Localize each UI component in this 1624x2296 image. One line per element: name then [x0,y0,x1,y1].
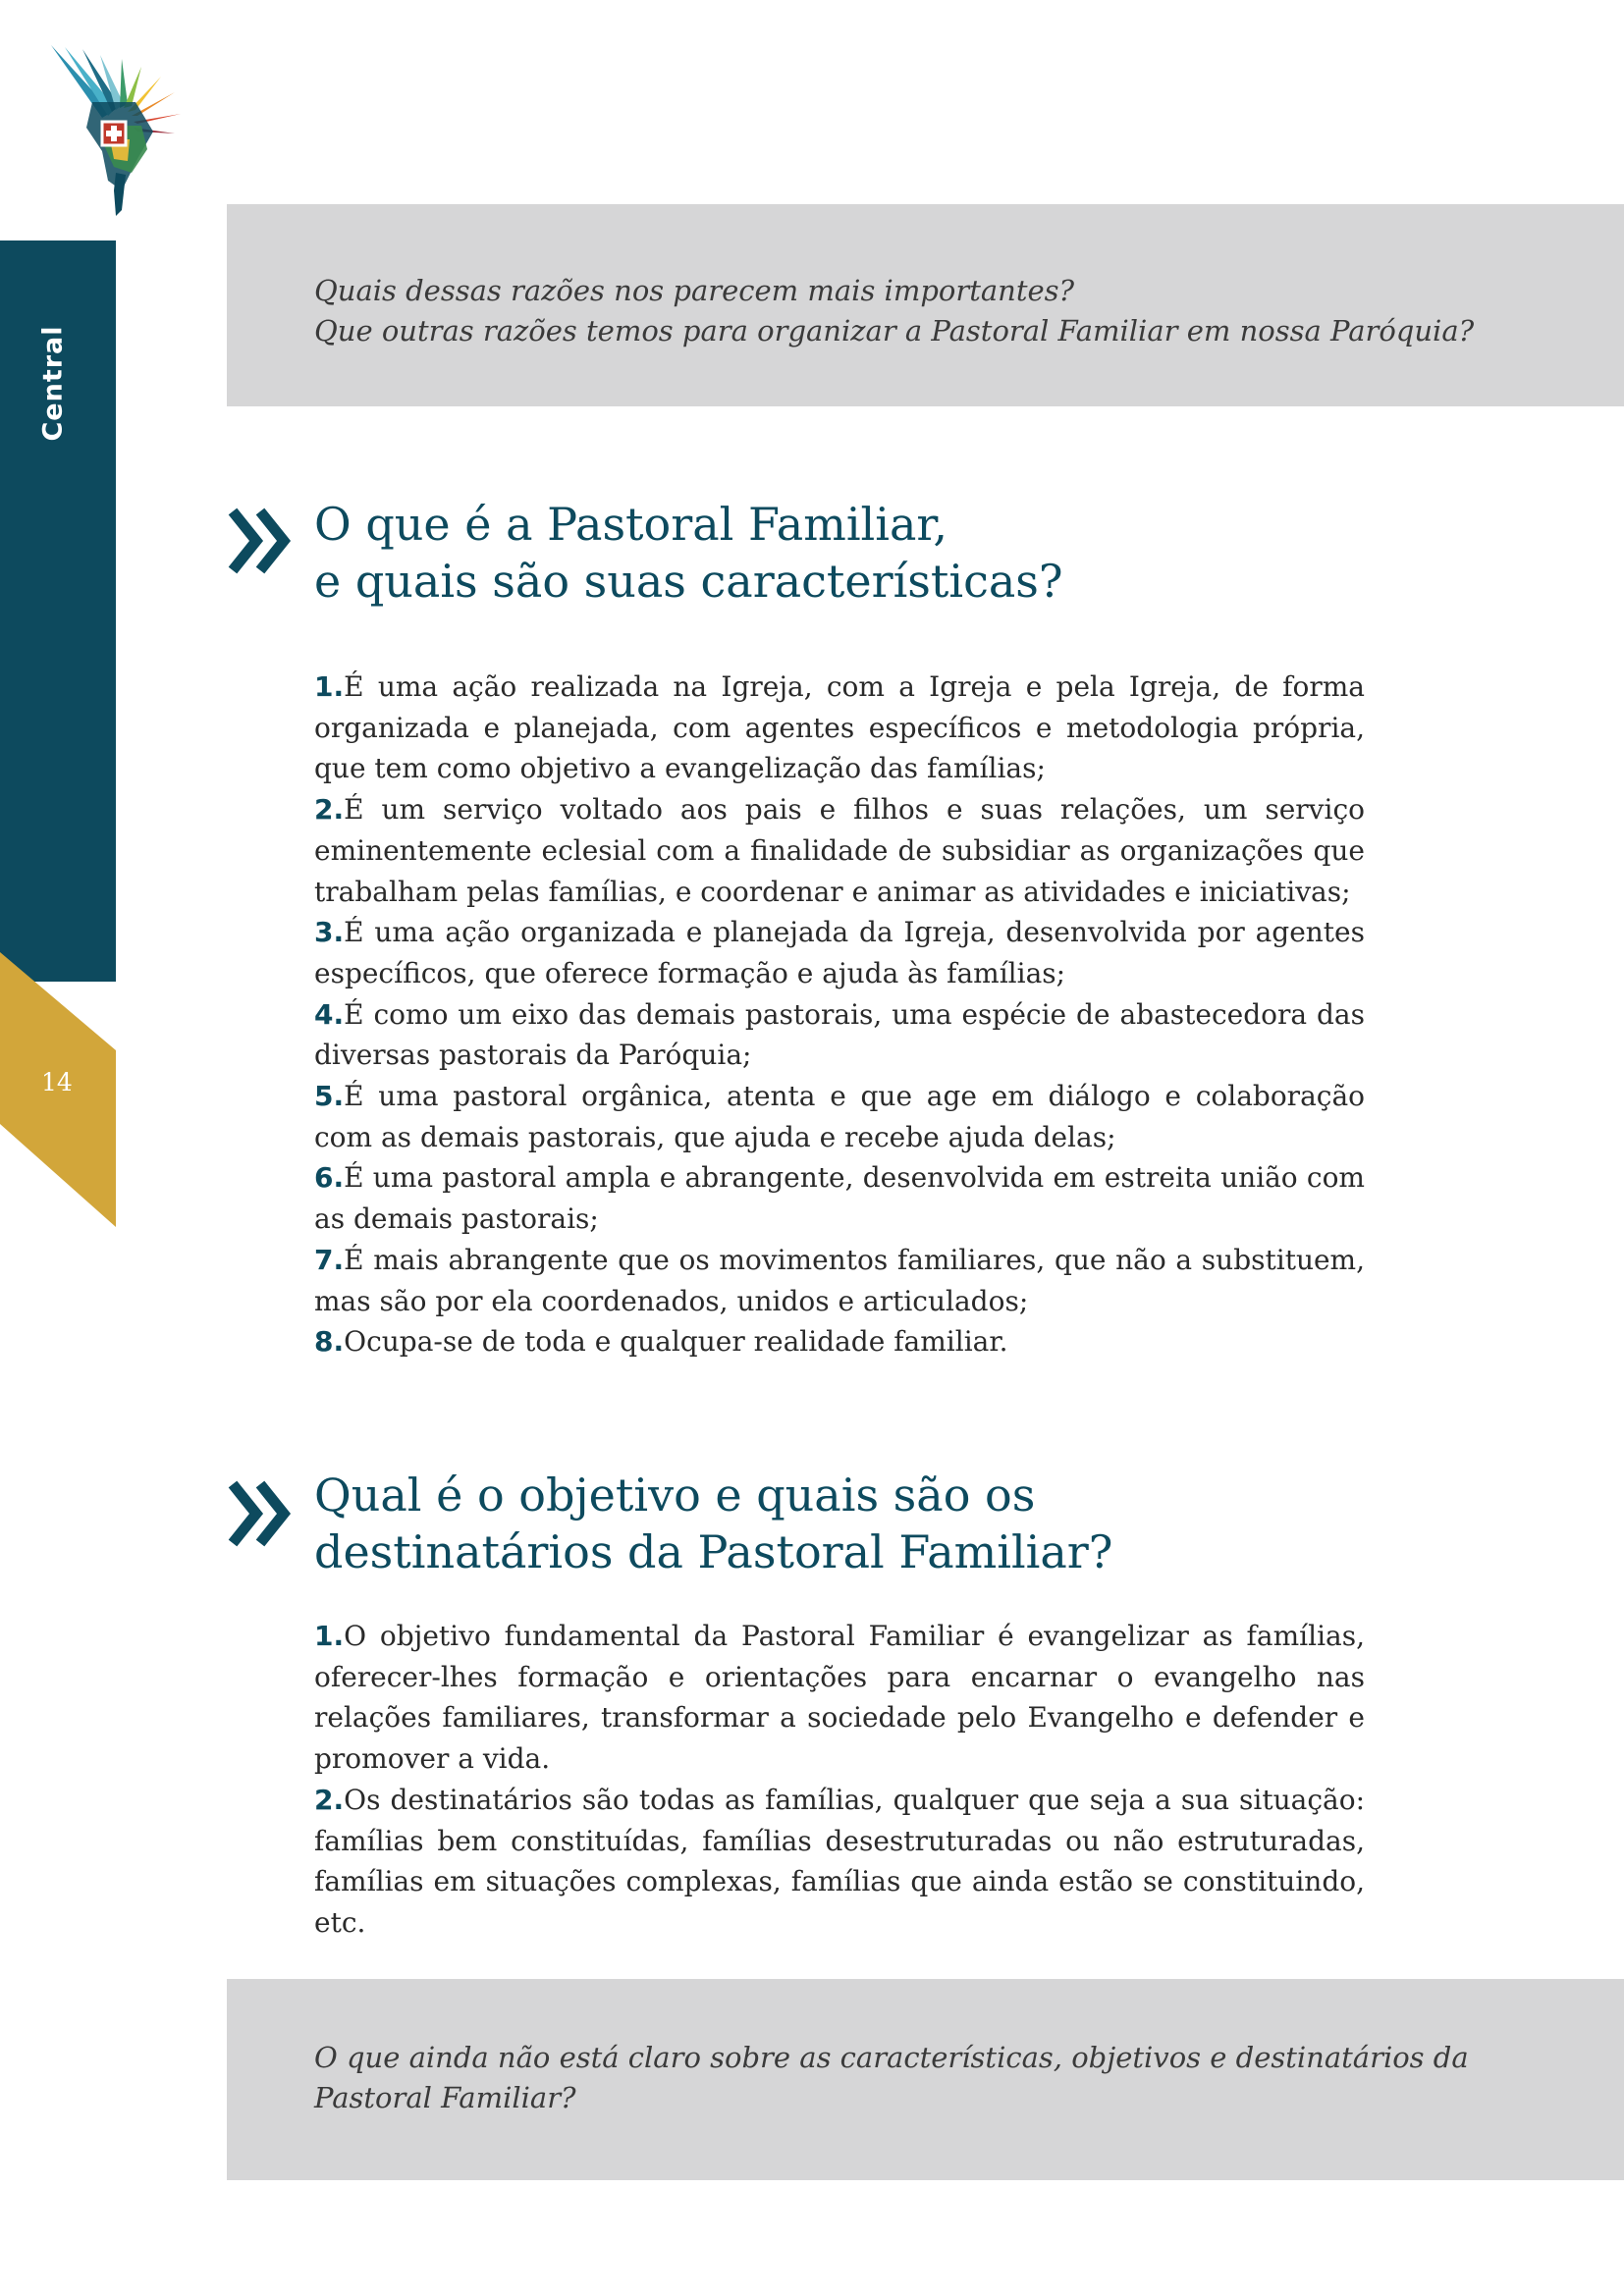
logo-icon [43,43,190,220]
section-label-text: Central [37,324,69,442]
reflection-box-top [227,204,1624,406]
list-item: 4.É como um eixo das demais pastorais, uma espécie de abastecedora das diversas pastorais da Paróquia; [314,997,1365,1072]
characteristics-list [314,667,1365,1362]
list-item: 1.O objetivo fundamental da Pastoral Familiar é evangelizar as famílias, oferecer-lhes formação e orientações para encarnar o evangelho nas relações familiares, transformar a sociedade pelo Evangelho e defender e promover a vida. [314,1620,1365,1776]
section-title-line-2: destinatários da Pastoral Familiar? [314,1525,1113,1578]
section-title-line-1: Qual é o objetivo e quais são os [314,1468,1036,1522]
double-chevron-icon [227,506,294,576]
page-number: 14 [41,1068,73,1096]
section-characteristics [227,496,1376,1362]
list-item: 7.É mais abrangente que os movimentos familiares, que não a substituem, mas são por ela coordenados, unidos e articulados; [314,1243,1365,1317]
section-objective [227,1467,1376,1944]
reflection-box-bottom [227,1979,1624,2180]
section-title [314,496,1376,610]
reflection-question-2: Que outras razões temos para organizar a Pastoral Familiar em nossa Paróquia? [314,314,1475,347]
section-title [314,1467,1376,1580]
objective-list [314,1616,1365,1944]
reflection-question: O que ainda não está claro sobre as características, objetivos e destinatários da Pastoral Familiar? [314,2041,1469,2114]
double-chevron-icon [227,1478,294,1549]
reflection-question-1: Quais dessas razões nos parecem mais importantes? [314,274,1075,307]
list-item: 2.Os destinatários são todas as famílias, qualquer que seja a sua situação: famílias bem constituídas, famílias desestruturadas ou não estruturadas, famílias em situações complexas, famílias que ainda estão se constituindo, etc. [314,1783,1365,1939]
list-item: 6.É uma pastoral ampla e abrangente, desenvolvida em estreita união com as demais pastorais; [314,1161,1365,1236]
section-title-line-2: e quais são suas características? [314,555,1063,608]
section-label [24,324,82,442]
list-item: 3.É uma ação organizada e planejada da Igreja, desenvolvida por agentes específicos, que oferece formação e ajuda às famílias; [314,916,1365,989]
section-title-line-1: O que é a Pastoral Familiar, [314,498,947,551]
list-item: 2.É um serviço voltado aos pais e filhos e suas relações, um serviço eminentemente eclesial com a finalidade de subsidiar as organizações que trabalham pelas famílias, e coordenar e animar as atividades e iniciativas; [314,793,1365,908]
list-item: 8.Ocupa-se de toda e qualquer realidade familiar. [314,1325,1008,1359]
list-item: 5.É uma pastoral orgânica, atenta e que age em diálogo e colaboração com as demais pastorais, que ajuda e recebe ajuda delas; [314,1080,1365,1153]
list-item: 1.É uma ação realizada na Igreja, com a Igreja e pela Igreja, de forma organizada e planejada, com agentes específicos e metodologia própria, que tem como objetivo a evangelização das famílias; [314,670,1365,785]
